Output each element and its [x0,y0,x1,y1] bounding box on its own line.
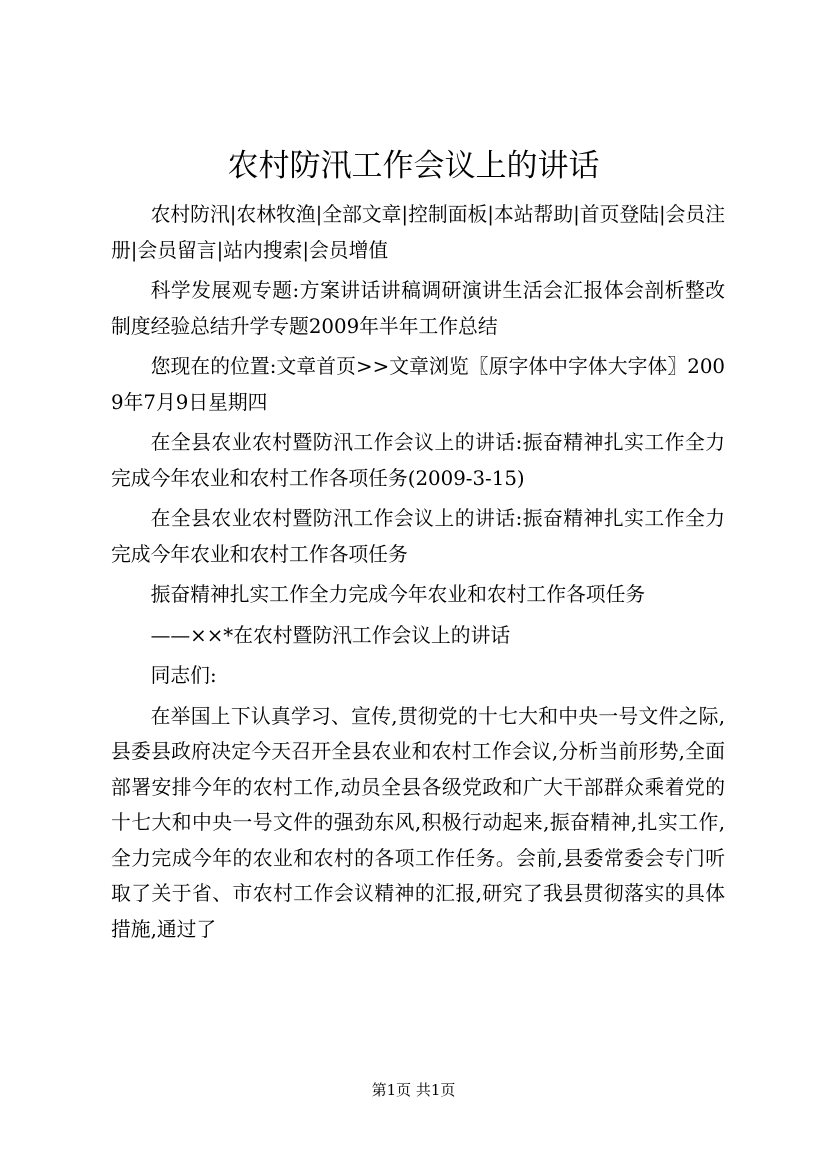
document-title: 农村防汛工作会议上的讲话 [227,148,600,184]
speech-subtitle-paragraph: ——××*在农村暨防汛工作会议上的讲话 [150,623,511,647]
nav-links-paragraph: 农村防汛|农林牧渔|全部文章|控制面板|本站帮助|首页登陆|会员注册|会员留言|站内搜索|会员增值 [111,203,725,262]
speech-title-paragraph: 振奋精神扎实工作全力完成今年农业和农村工作各项任务 [150,583,646,606]
article-heading-repeat-paragraph: 在全县农业农村暨防汛工作会议上的讲话:振奋精神扎实工作全力完成今年农业和农村工作各项任务 [111,507,725,566]
salutation-paragraph: 同志们: [150,664,217,687]
location-date-paragraph: 您现在的位置:文章首页>>文章浏览〖原字体中字体大字体〗2009年7月9日星期四 [111,355,725,414]
speech-body-paragraph: 在举国上下认真学习、宣传,贯彻党的十七大和中央一号文件之际,县委县政府决定今天召开全县农业和农村工作会议,分析当前形势,全面部署安排今年的农村工作,动员全县各级党政和广大干部群众乘着党的十七大和中央一号文件的强劲东风,积极行动起来,振奋精神,扎实工作,全力完成今年的农业和农村的各项工作任务。会前,县委常委会专门听取了关于省、市农村工作会议精神的汇报,研究了我县贯彻落实的具体措施,通过了 [111,704,725,941]
page-number-footer: 第1页 共1页 [371,1081,456,1099]
topics-paragraph: 科学发展观专题:方案讲话讲稿调研演讲生活会汇报体会剖析整改制度经验总结升学专题2009年半年工作总结 [111,279,725,338]
article-heading-paragraph: 在全县农业农村暨防汛工作会议上的讲话:振奋精神扎实工作全力完成今年农业和农村工作各项任务(2009-3-15) [111,431,725,490]
document-body [111,197,725,947]
